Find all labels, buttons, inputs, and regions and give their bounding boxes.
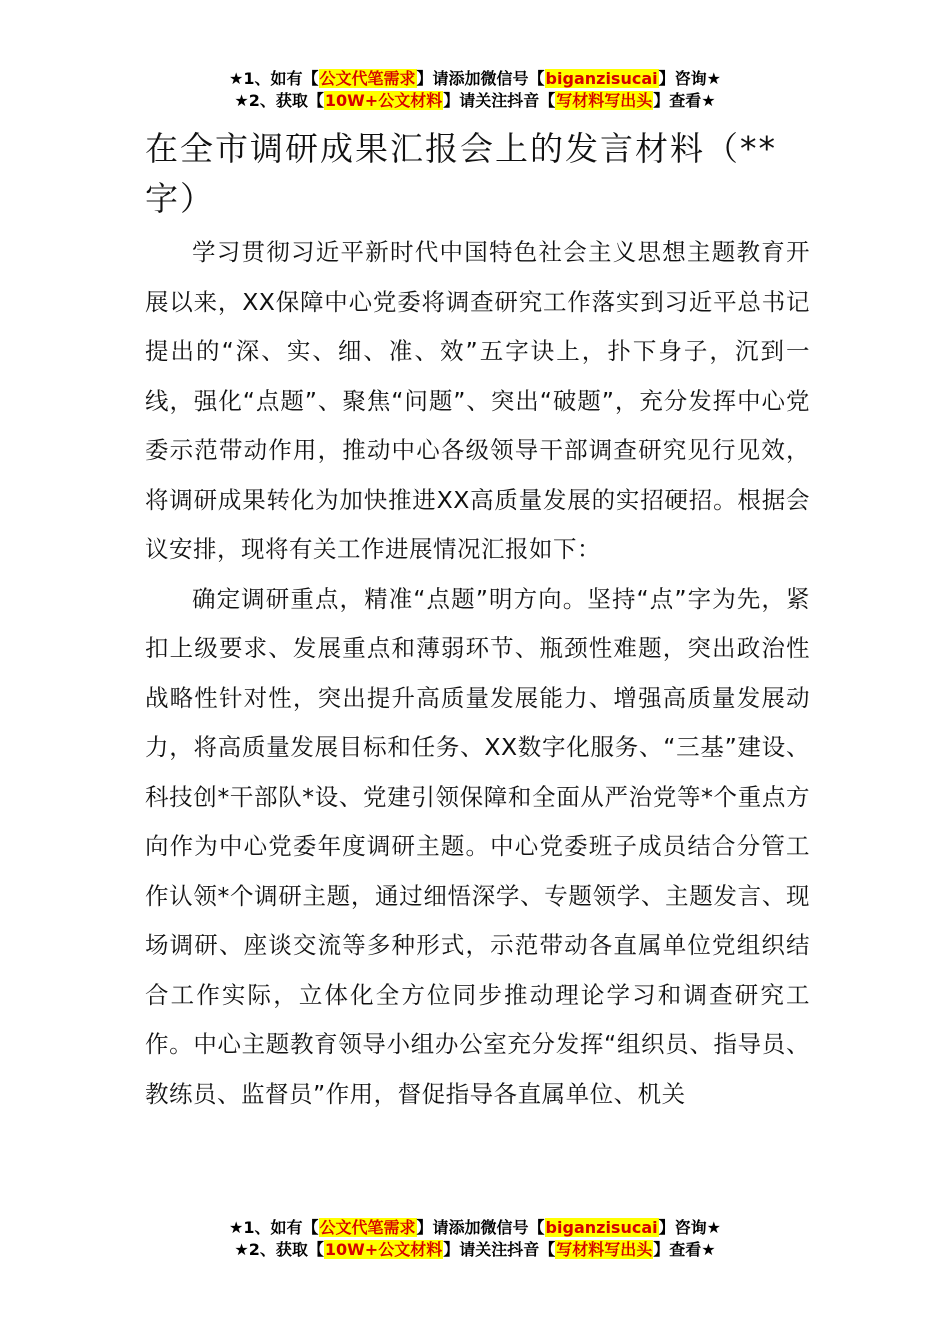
document-title: 在全市调研成果汇报会上的发言材料（**字） bbox=[145, 129, 777, 218]
banner-text: 】请添加微信号【 bbox=[416, 69, 545, 88]
banner-line-2 bbox=[0, 1239, 950, 1261]
highlight-text: 公文代笔需求 bbox=[319, 69, 416, 88]
douyin-id-highlight: 写材料写出头 bbox=[556, 1240, 653, 1259]
paragraph: 确定调研重点，精准“点题”明方向。坚持“点”字为先，紧扣上级要求、发展重点和薄弱环节、瓶颈性难题，突出政治性战略性针对性，突出提升高质量发展能力、增强高质量发展动力，将高质量发展目标和任务、XX数字化服务、“三基”建设、科技创*干部队*设、党建引领保障和全面从严治党等*个重点方向作为中心党委年度调研主题。中心党委班子成员结合分管工作认领*个调研主题，通过细悟深学、专题领学、主题发言、现场调研、座谈交流等多种形式，示范带动各直属单位党组织结合工作实际，立体化全方位同步推动理论学习和调查研究工作。中心主题教育领导小组办公室充分发挥“组织员、指导员、教练员、监督员”作用，督促指导各直属单位、机关 bbox=[145, 584, 810, 1108]
wechat-id-highlight: biganzisucai bbox=[545, 1218, 658, 1237]
bottom-banner bbox=[0, 1217, 950, 1261]
douyin-id-highlight: 写材料写出头 bbox=[556, 91, 653, 110]
banner-text: 】查看★ bbox=[653, 1240, 716, 1259]
banner-text: ★1、如有【 bbox=[229, 1218, 319, 1237]
banner-text: ★2、获取【 bbox=[234, 1240, 324, 1259]
banner-text: 】咨询★ bbox=[658, 1218, 721, 1237]
banner-line-1 bbox=[0, 68, 950, 90]
top-banner bbox=[0, 68, 950, 112]
highlight-text: 10W+公文材料 bbox=[324, 1240, 443, 1259]
document-body bbox=[145, 124, 810, 1119]
banner-text: 】咨询★ bbox=[658, 69, 721, 88]
banner-text: 】查看★ bbox=[653, 91, 716, 110]
banner-line-1 bbox=[0, 1217, 950, 1239]
banner-line-2 bbox=[0, 90, 950, 112]
banner-text: ★2、获取【 bbox=[234, 91, 324, 110]
highlight-text: 公文代笔需求 bbox=[319, 1218, 416, 1237]
banner-text: 】请关注抖音【 bbox=[443, 1240, 556, 1259]
paragraph: 学习贯彻习近平新时代中国特色社会主义思想主题教育开展以来，XX保障中心党委将调查研究工作落实到习近平总书记提出的“深、实、细、准、效”五字诀上，扑下身子，沉到一线，强化“点题”、聚焦“问题”、突出“破题”，充分发挥中心党委示范带动作用，推动中心各级领导干部调查研究见行见效，将调研成果转化为加快推进XX高质量发展的实招硬招。根据会议安排，现将有关工作进展情况汇报如下： bbox=[145, 238, 810, 563]
highlight-text: 10W+公文材料 bbox=[324, 91, 443, 110]
banner-text: 】请关注抖音【 bbox=[443, 91, 556, 110]
wechat-id-highlight: biganzisucai bbox=[545, 69, 658, 88]
banner-text: ★1、如有【 bbox=[229, 69, 319, 88]
banner-text: 】请添加微信号【 bbox=[416, 1218, 545, 1237]
